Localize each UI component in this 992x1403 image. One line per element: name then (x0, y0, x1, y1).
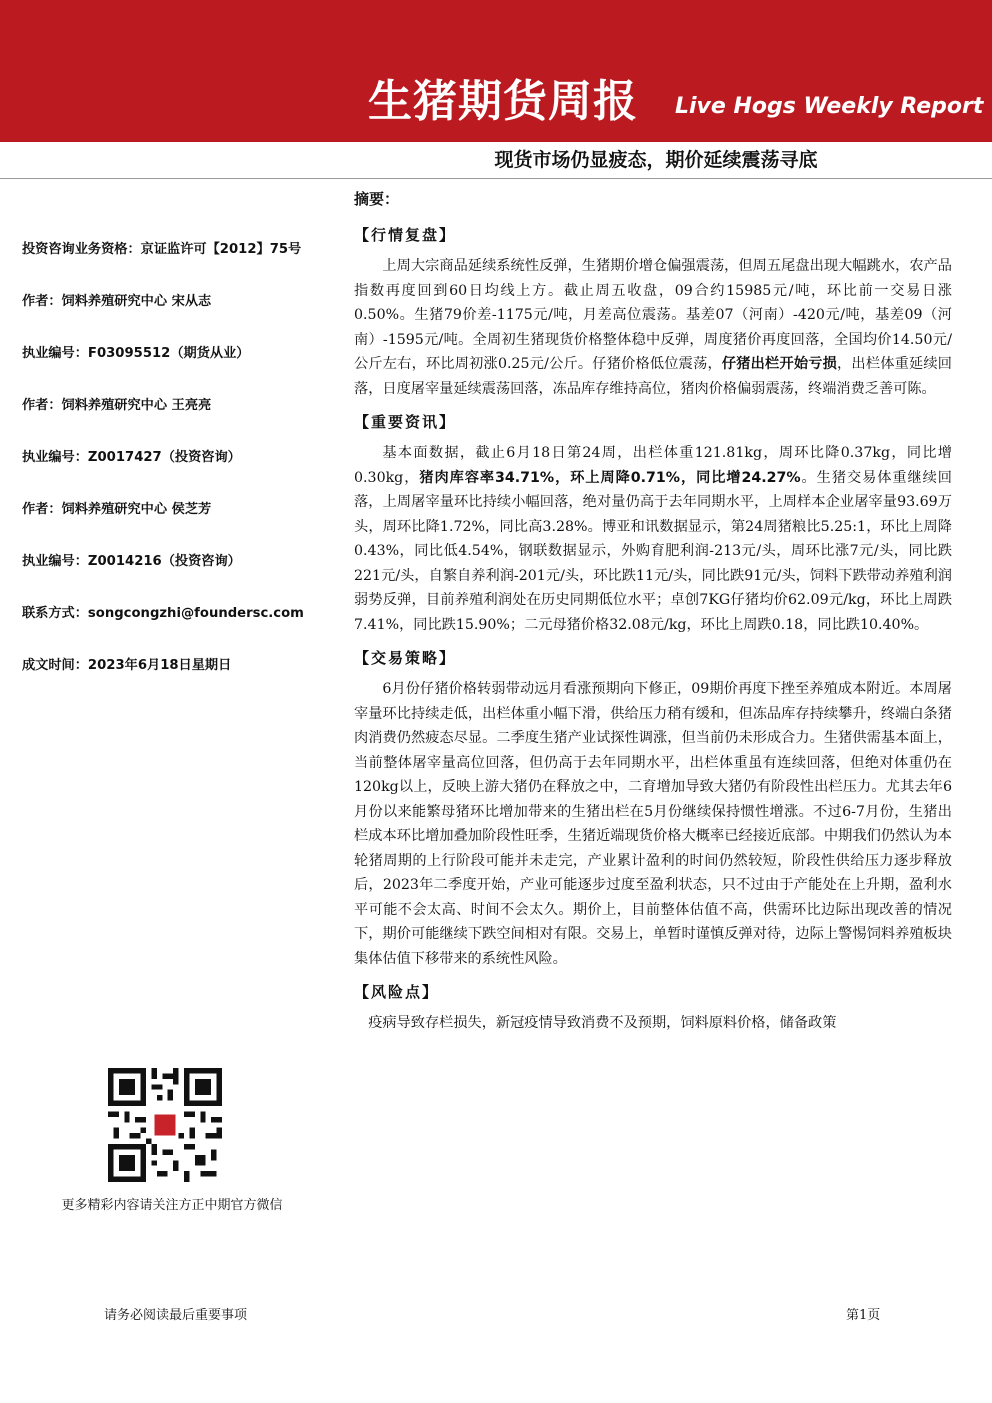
section-market-review-head: 【行情复盘】 (354, 226, 457, 244)
publish-date: 成文时间：2023年6月18日星期日 (22, 658, 232, 673)
section-risk-head: 【风险点】 (354, 983, 440, 1001)
author-3: 作者：饲料养殖研究中心 侯芝芳 (22, 502, 212, 517)
author-sidebar (22, 240, 332, 708)
section-risk-text: 疫病导致存栏损失，新冠疫情导致消费不及预期，饲料原料价格，储备政策 (368, 1015, 837, 1031)
section-key-news-text: 基本面数据，截止6月18日第24周，出栏体重121.81kg，周环比降0.37kg，同比增0.30kg，猪肉库容率34.71%，环上周降0.71%，同比增24.27%。生猪交易体重继续回落，上周屠宰量环比持续小幅回落，绝对量仍高于去年同期水平，上周样本企业屠宰量93.69万头，周环比降1.72%，同比高3.28%。博亚和讯数据显示，第24周猪粮比5.25:1，环比上周降0.43%，同比低4.54%，钢联数据显示，外购育肥利润-213元/头，周环比涨7元/头，同比跌221元/头，自繁自养利润-201元/头，环比跌11元/头，同比跌91元/头，饲料下跌带动养殖利润弱势反弹，目前养殖利润处在历史同期低位水平；卓创7KG仔猪均价62.09元/kg，环比上周跌7.41%，同比跌15.90%；二元母猪价格32.08元/kg，环比上周跌0.18，同比跌10.40%。 (354, 445, 952, 633)
contact-info: 联系方式：songcongzhi@foundersc.com (22, 606, 304, 621)
section-market-review-text: 上周大宗商品延续系统性反弹，生猪期价增仓偏强震荡，但周五尾盘出现大幅跳水，农产品指数再度回到60日均线上方。截止周五收盘，09合约15985元/吨，环比前一交易日涨0.50%。生猪79价差-1175元/吨，月差高位震荡。基差07（河南）-420元/吨，基差09（河南）-1595元/吨。全周初生猪现货价格整体稳中反弹，周度猪价再度回落，全国均价14.50元/公斤左右，环比周初涨0.25元/公斤。仔猪价格低位震荡，仔猪出栏开始亏损，出栏体重延续回落，日度屠宰量延续震荡回落，冻品库存维持高位，猪肉价格偏弱震荡，终端消费乏善可陈。 (354, 258, 952, 397)
header-divider (0, 178, 992, 179)
section-strategy-head: 【交易策略】 (354, 649, 457, 667)
license-1: 执业编号：F03095512（期货从业） (22, 346, 250, 361)
qr-caption: 更多精彩内容请关注方正中期官方微信 (61, 1198, 283, 1213)
author-2: 作者：饲料养殖研究中心 王亮亮 (22, 398, 212, 413)
footer-page-number: 第1页 (846, 1308, 881, 1323)
wechat-qr-code (108, 1068, 222, 1182)
section-key-news-head: 【重要资讯】 (354, 413, 457, 431)
license-3: 执业编号：Z0014216（投资咨询） (22, 554, 241, 569)
section-strategy-text: 6月份仔猪价格转弱带动远月看涨预期向下修正，09期价再度下挫至养殖成本附近。本周屠宰量环比持续走低，出栏体重小幅下滑，供给压力稍有缓和，但冻品库存持续攀升，终端白条猪肉消费仍然疲态尽显。二季度生猪产业试探性调涨，但当前仍未形成合力。生猪供需基本面上，当前整体屠宰量高位回落，但仍高于去年同期水平，出栏体重虽有连续回落，但绝对体重仍在120kg以上，反映上游大猪仍在释放之中，二育增加导致大猪仍有阶段性出栏压力。尤其去年6月份以来能繁母猪环比增加带来的生猪出栏在5月份继续保持惯性增涨。不过6-7月份，生猪出栏成本环比增加叠加阶段性旺季，生猪近端现货价格大概率已经接近底部。中期我们仍然认为本轮猪周期的上行阶段可能并未走完，产业累计盈利的时间仍然较短，阶段性供给压力逐步释放后，2023年二季度开始，产业可能逐步过度至盈利状态，只不过由于产能处在上升期，盈利水平可能不会太高、时间不会太久。期价上，目前整体估值不高，供需环比边际出现改善的情况下，期价可能继续下跌空间相对有限。交易上，单暂时谨慎反弹对待，边际上警惕饲料养殖板块集体估值下移带来的系统性风险。 (354, 681, 952, 967)
header-banner (0, 0, 992, 142)
footer-disclaimer: 请务必阅读最后重要事项 (104, 1308, 248, 1323)
license-2: 执业编号：Z0017427（投资咨询） (22, 450, 241, 465)
report-body (354, 186, 952, 1044)
report-subtitle: 现货市场仍显疲态，期价延续震荡寻底 (494, 149, 818, 171)
abstract-label: 摘要： (354, 190, 400, 208)
report-title-en: Live Hogs Weekly Report (675, 94, 984, 119)
author-1: 作者：饲料养殖研究中心 宋从志 (22, 294, 212, 309)
qualification-info: 投资咨询业务资格：京证监许可【2012】75号 (22, 242, 302, 257)
report-title-zh: 生猪期货周报 (368, 76, 638, 127)
